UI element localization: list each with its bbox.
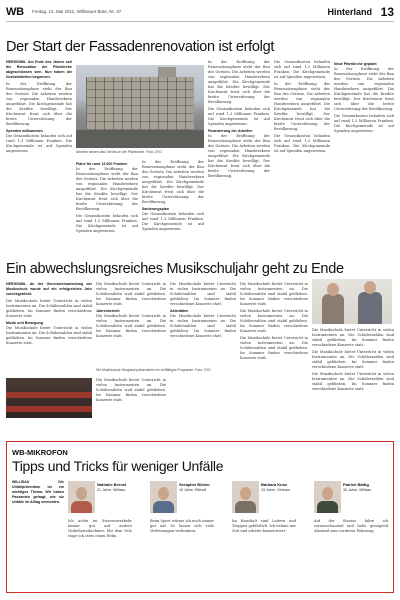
- portrait-photo: [68, 481, 95, 513]
- page-header: [6, 6, 394, 22]
- dateline: WILLISAU: [12, 480, 30, 484]
- article-body: Die Gesamtkosten belaufen sich auf rund 1,3 Millionen Franken. Die Kirchgemeinde ist auf Spenden angewiesen.: [6, 134, 72, 153]
- dateline: HERGISWIL: [6, 282, 27, 286]
- subheading: Spenden willkommen: [6, 129, 43, 133]
- article-body: Die Musikschule bietet Unterricht in vielen Instrumenten an. Die Schülerzahlen sind stabil geblieben. Im Sommer finden verschiedene Konzerte statt.: [6, 299, 92, 318]
- newspaper-logo: WB: [6, 6, 24, 18]
- article-body: In der Eröffnung der Renovationsphase steht der Bau des Gerüsts. Die Arbeiten werden von regionalen Handwerkern ausgeführt. Die Kirchgemeinde hat die Kredite bewilligt. Der Kirchenrat freut sich über die breite Unterstützung der Bevölkerung.: [274, 82, 330, 131]
- article-body: Die Musikschule bietet Unterricht in vielen Instrumenten an. Die Schülerzahlen sind stabil geblieben. Im Sommer finden verschiedene Konzerte statt.: [170, 314, 236, 338]
- portrait-photo: [150, 481, 177, 513]
- subheading: Jahresbericht: [96, 309, 120, 313]
- article-column: [96, 378, 166, 434]
- article-body: Die Musikschule bietet Unterricht in vielen Instrumenten an. Die Schülerzahlen sind stabil geblieben. Im Sommer finden verschiedene Konzerte statt.: [240, 309, 308, 333]
- article-body: In der Eröffnung der Renovationsphase steht der Bau des Gerüsts. Die Arbeiten werden von regionalen Handwerkern ausgeführt. Die Kirchgemeinde hat die Kredite bewilligt. Der Kirchenrat freut sich über die breite Unterstützung der Bevölkerung.: [208, 60, 270, 104]
- article-body: Die Gesamtkosten belaufen sich auf rund 1,3 Millionen Franken. Die Kirchgemeinde ist auf Spenden angewiesen.: [334, 114, 394, 133]
- article-body: In der Eröffnung der Renovationsphase steht der Bau des Gerüsts. Die Arbeiten werden von regionalen Handwerkern ausgeführt. Die Kirchgemeinde hat die Kredite bewilligt. Der Kirchenrat freut sich über die breite Unterstützung der Bevölkerung.: [76, 167, 138, 211]
- person-caption: Seraphin Bühler 16 Jahre, Ettiswil: [179, 482, 210, 492]
- article-column: [6, 282, 92, 374]
- portrait-photo: [232, 481, 259, 513]
- article-body: Die Musikschule bietet Unterricht in vielen Instrumenten an. Die Schülerzahlen sind stabil geblieben. Im Sommer finden verschiedene Konzerte statt.: [312, 328, 394, 347]
- article-body: Die Musikschule bietet Unterricht in vielen Instrumenten an. Die Schülerzahlen sind stabil geblieben. Im Sommer finden verschiedene Konzerte statt.: [96, 378, 166, 402]
- person-quote: Auf der Strasse fahre ich vorausschauend und halte genügend Abstand zum vorderen Fahrzeug.: [314, 519, 388, 533]
- article-body: Die Gesamtkosten belaufen sich auf rund 1,3 Millionen Franken. Die Kirchgemeinde ist auf Spenden angewiesen.: [274, 134, 330, 153]
- page-number: 13: [380, 5, 394, 19]
- article-body: Die Musikschule bietet Unterricht in vielen Instrumenten an. Die Schülerzahlen sind stabil geblieben. Im Sommer finden verschiedene Konzerte statt.: [312, 350, 394, 369]
- music-school-photo: [6, 378, 92, 418]
- article-column: [312, 328, 394, 434]
- photo-caption: Arbeiter setzen das Gerüst an der Pfarrkirche. Foto: ZVG: [76, 150, 162, 154]
- subheading: Finanzierung der Arbeiten: [208, 129, 253, 133]
- subheading: Neue Pfarrkirche geplant: [334, 62, 377, 66]
- person-quote: Im Haushalt sind Leitern und Treppen gefährlich. Ich nehme mir Zeit und arbeite konzentriert.: [232, 519, 296, 533]
- section-title: Hinterland: [327, 7, 372, 17]
- article-body: Die Gesamtkosten belaufen sich auf rund 1,3 Millionen Franken. Die Kirchgemeinde ist auf Spenden angewiesen.: [76, 214, 138, 233]
- dateline: HERGISWIL: [6, 60, 27, 64]
- person-caption: Nathalie Bernet 21 Jahre, Willisau: [97, 482, 127, 492]
- subheading: Pläne für rund 13 600 Franken: [76, 162, 128, 166]
- article-headline: Ein abwechslungsreiches Musikschuljahr geht zu Ende: [6, 261, 344, 277]
- article-column: [96, 282, 166, 366]
- article-body: Die Musikschule bietet Unterricht in vielen Instrumenten an. Die Schülerzahlen sind stabil geblieben. Im Sommer finden verschiedene Konzerte statt.: [312, 372, 394, 391]
- person-quote: Ich achte im Strassenverkehr immer gut auf andere Verkehrsteilnehmer. Mit dem Velo trage ich stets einen Helm.: [68, 519, 132, 538]
- article-column: [76, 160, 138, 256]
- article-column: [6, 60, 72, 256]
- subheading: Aktivitäten: [170, 309, 189, 313]
- article-body: Die Gesamtkosten belaufen sich auf rund 1,3 Millionen Franken. Die Kirchgemeinde ist auf Spenden angewiesen.: [208, 107, 270, 126]
- subheading: Sanierungsplan: [142, 207, 169, 211]
- article-column: [142, 160, 204, 256]
- article-headline: Der Start der Fassadenrenovation ist erfolgt: [6, 39, 275, 55]
- article-body: Die Gesamtkosten belaufen sich auf rund 1,3 Millionen Franken. Die Kirchgemeinde ist auf Spenden angewiesen.: [142, 212, 204, 231]
- article-body: In der Eröffnung der Renovationsphase steht der Bau des Gerüsts. Die Arbeiten werden von regionalen Handwerkern ausgeführt. Die Kirchgemeinde hat die Kredite bewilligt. Der Kirchenrat freut sich über die breite Unterstützung der Bevölkerung.: [334, 67, 394, 111]
- subheading: Musik und Bewegung: [6, 321, 43, 325]
- article-lead: Am Ende des Jahres soll die Renovation der Pfarrkirche abgeschlossen sein. Nun haben die Gerüstarbeiten begonnen.: [6, 60, 72, 79]
- box-lead: WILLISAU Die Unfallprävention ist ein wichtiges Thema. Wir haben Passanten gefragt, wie sie Unfälle im Alltag vermeiden.: [12, 480, 64, 504]
- article-body: In der Eröffnung der Renovationsphase steht der Bau des Gerüsts. Die Arbeiten werden von regionalen Handwerkern ausgeführt. Die Kirchgemeinde hat die Kredite bewilligt. Der Kirchenrat freut sich über die breite Unterstützung der Bevölkerung.: [6, 82, 72, 126]
- portrait-photo: [314, 481, 341, 513]
- article-body: Die Musikschule bietet Unterricht in vielen Instrumenten an. Die Schülerzahlen sind stabil geblieben. Im Sommer finden verschiedene Konzerte statt.: [6, 326, 92, 345]
- person-caption: Patrick Bättig 38 Jahre, Willisau: [343, 482, 372, 492]
- article-column: [240, 282, 308, 434]
- article-column: [334, 60, 394, 256]
- article-body: Die Musikschule bietet Unterricht in vielen Instrumenten an. Die Schülerzahlen sind stabil geblieben. Im Sommer finden verschiedene Konzerte statt.: [96, 282, 166, 306]
- person-caption: Barbara Kunz 43 Jahre, Gettnau: [261, 482, 290, 492]
- issue-date: Freitag, 13. Mai 2011, Willisauer Bote, Nr. 37: [32, 9, 122, 14]
- article-column: [170, 282, 236, 434]
- article-lead: An der Generalversammlung der Musikschule wurde auf ein erfolgreiches Jahr zurückgeblickt.: [6, 282, 92, 296]
- article-body: In der Eröffnung der Renovationsphase steht der Bau des Gerüsts. Die Arbeiten werden von regionalen Handwerkern ausgeführt. Die Kirchgemeinde hat die Kredite bewilligt. Der Kirchenrat freut sich über die breite Unterstützung der Bevölkerung.: [142, 160, 204, 204]
- article-body: Die Gesamtkosten belaufen sich auf rund 1,3 Millionen Franken. Die Kirchgemeinde ist auf Spenden angewiesen.: [274, 60, 330, 79]
- article-body: Die Musikschule bietet Unterricht in vielen Instrumenten an. Die Schülerzahlen sind stabil geblieben. Im Sommer finden verschiedene Konzerte statt.: [170, 282, 236, 306]
- box-headline: Tipps und Tricks für weniger Unfälle: [12, 458, 224, 474]
- church-scaffold-photo: [76, 65, 204, 148]
- photo-caption: Die Musikschule Hergiswil präsentierte ein vielfältiges Programm. Foto: ZVG: [96, 368, 211, 372]
- article-body: In der Eröffnung der Renovationsphase steht der Bau des Gerüsts. Die Arbeiten werden von regionalen Handwerkern ausgeführt. Die Kirchgemeinde hat die Kredite bewilligt. Der Kirchenrat freut sich über die breite Unterstützung der Bevölkerung.: [208, 134, 270, 178]
- article-body: Die Musikschule bietet Unterricht in vielen Instrumenten an. Die Schülerzahlen sind stabil geblieben. Im Sommer finden verschiedene Konzerte statt.: [240, 336, 308, 360]
- person-quote: Beim Sport wärme ich mich immer gut auf. So lassen sich viele Verletzungen verhindern.: [150, 519, 214, 533]
- article-column: [274, 60, 330, 256]
- article-body: Die Musikschule bietet Unterricht in vielen Instrumenten an. Die Schülerzahlen sind stabil geblieben. Im Sommer finden verschiedene Konzerte statt.: [240, 282, 308, 306]
- box-label: WB-MIKROFON: [12, 448, 68, 457]
- article-column: [208, 60, 270, 256]
- board-members-photo: [312, 279, 392, 324]
- article-body: Die Musikschule bietet Unterricht in vielen Instrumenten an. Die Schülerzahlen sind stabil geblieben. Im Sommer finden verschiedene Konzerte statt.: [96, 314, 166, 338]
